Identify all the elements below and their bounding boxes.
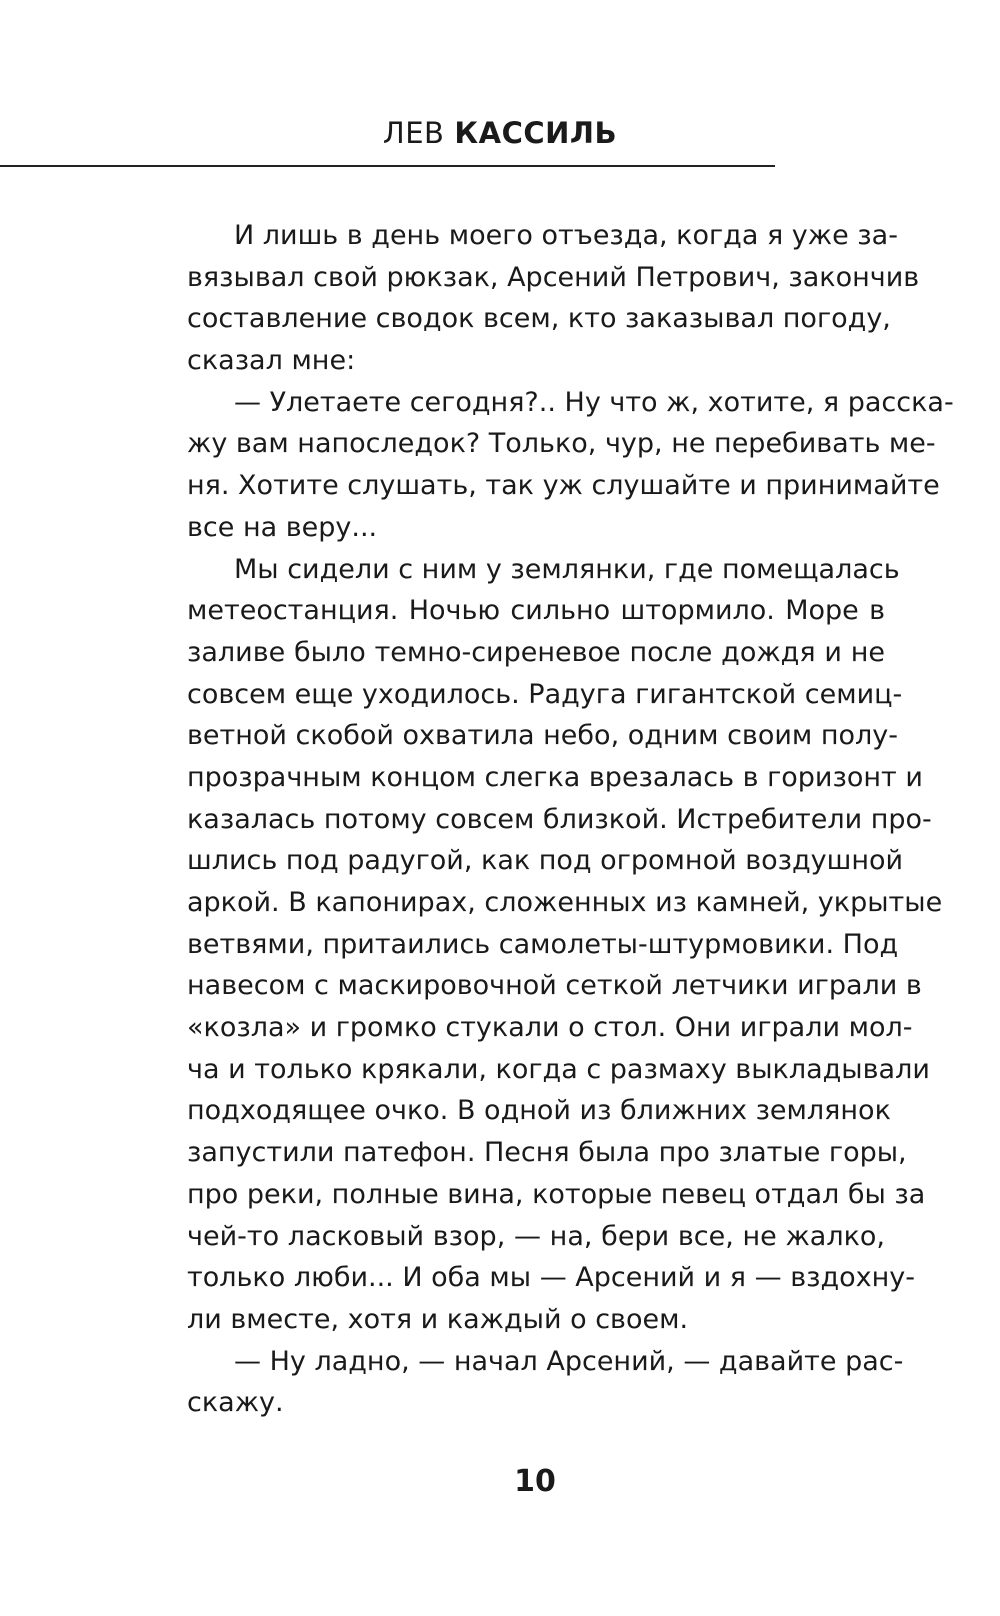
header-rule (0, 165, 775, 167)
text-line: ча и только крякали, когда с размаху выкладывали (187, 1053, 930, 1085)
text-line: навесом с маскировочной сеткой летчики играли в (187, 970, 922, 1002)
text-line: — Улетаете сегодня?.. Ну что ж, хотите, я расска- (234, 386, 954, 418)
text-line: ветной скобой охватила небо, одним своим полу- (187, 720, 899, 752)
author-first-name: ЛЕВ (382, 116, 445, 150)
text-line: совсем еще уходилось. Радуга гигантской семиц- (187, 678, 903, 710)
text-line: жу вам напоследок? Только, чур, не перебивать ме- (187, 428, 936, 460)
text-line: казалась потому совсем близкой. Истребители про- (187, 803, 932, 835)
text-line: метеостанция. Ночью сильно штормило. Море в (187, 595, 885, 627)
text-line: только люби... И оба мы — Арсений и я — вздохну- (187, 1262, 916, 1294)
text-line: ли вместе, хотя и каждый о своем. (187, 1303, 689, 1335)
text-line: вязывал свой рюкзак, Арсений Петрович, закончив (187, 261, 920, 293)
text-line: шлись под радугой, как под огромной воздушной (187, 845, 904, 877)
text-line: подходящее очко. В одной из ближних землянок (187, 1095, 891, 1127)
text-line: все на веру... (187, 511, 378, 543)
author-last-name: КАССИЛЬ (454, 116, 618, 150)
text-line: ветвями, притаились самолеты-штурмовики. Под (187, 928, 899, 960)
text-line: «козла» и громко стукали о стол. Они играли мол- (187, 1012, 913, 1044)
text-line: чей-то ласковый взор, — на, бери все, не жалко, (187, 1220, 885, 1252)
text-line: — Ну ладно, — начал Арсений, — давайте рас- (234, 1345, 904, 1377)
text-line: И лишь в день моего отъезда, когда я уже за- (234, 220, 898, 251)
body-text (187, 215, 954, 1424)
text-line: про реки, полные вина, которые певец отдал бы за (187, 1178, 926, 1210)
running-head (0, 116, 1000, 150)
text-line: ня. Хотите слушать, так уж слушайте и принимайте (187, 470, 940, 502)
text-line: прозрачным концом слегка врезалась в горизонт и (187, 761, 923, 793)
page-number: 10 (514, 1464, 556, 1499)
text-line: запустили патефон. Песня была про златые горы, (187, 1137, 907, 1169)
text-line: сказал мне: (187, 345, 356, 377)
text-line: Мы сидели с ним у землянки, где помещалась (234, 553, 900, 585)
text-line: составление сводок всем, кто заказывал погоду, (187, 303, 891, 335)
text-line: скажу. (187, 1387, 284, 1419)
text-line: аркой. В капонирах, сложенных из камней, укрытые (187, 887, 943, 918)
text-line: заливе было темно-сиреневое после дождя и не (187, 636, 885, 668)
